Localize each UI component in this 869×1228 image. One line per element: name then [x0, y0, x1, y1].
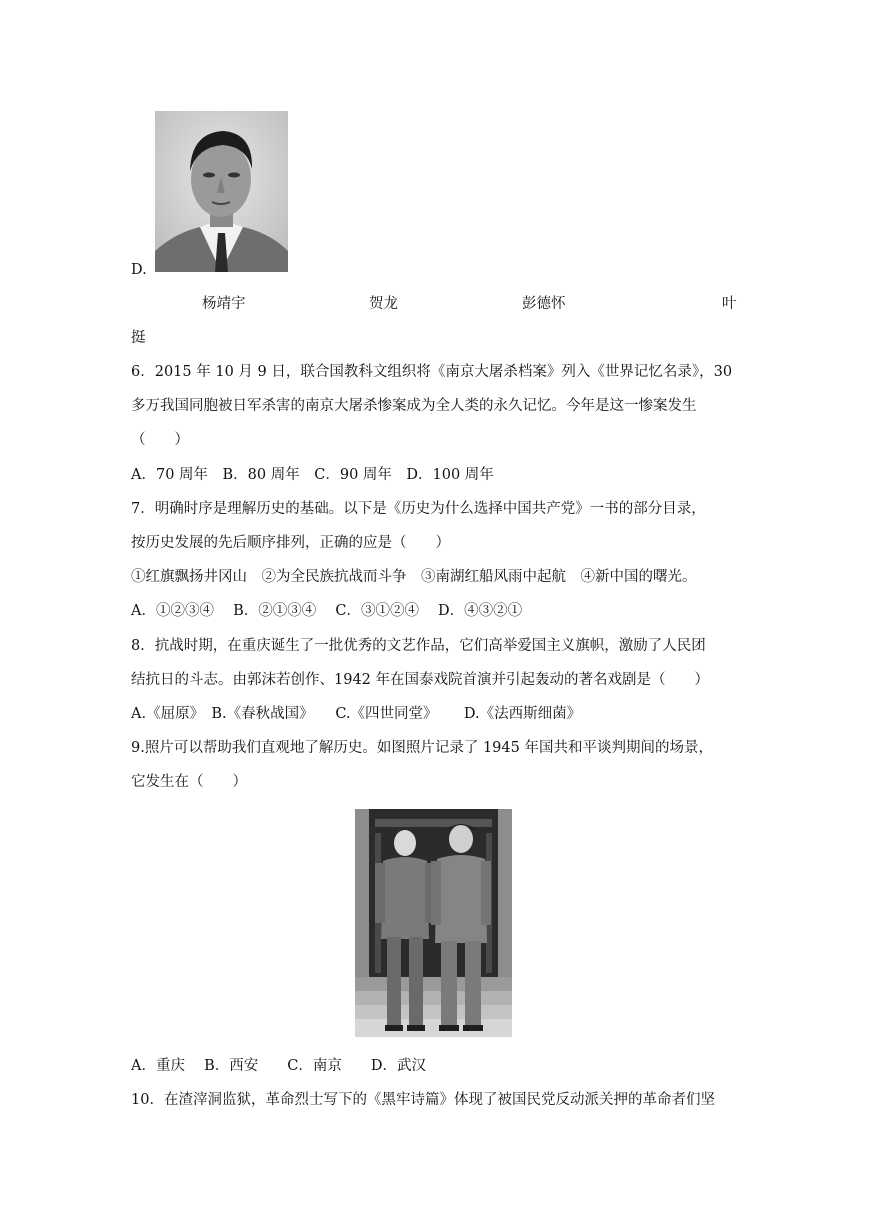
q6-options: A．70 周年 B．80 周年 C．90 周年 D．100 周年 — [131, 467, 494, 483]
name-yang-jingyu: 杨靖宇 — [202, 296, 246, 312]
option-d-label: D. — [131, 262, 147, 278]
name-he-long: 贺龙 — [369, 296, 398, 312]
q8-line2: 结抗日的斗志。由郭沫若创作、1942 年在国泰戏院首演并引起轰动的著名戏剧是（ ） — [131, 672, 710, 688]
two-men-photo-illustration — [355, 809, 512, 1037]
q10-line1: 10．在渣滓洞监狱，革命烈士写下的《黑牢诗篇》体现了被国民党反动派关押的革命者们坚 — [131, 1092, 715, 1108]
q6-line1: 6．2015 年 10 月 9 日，联合国教科文组织将《南京大屠杀档案》列入《世界记忆名录》，30 — [131, 364, 733, 380]
q9-line2: 它发生在（ ） — [131, 774, 247, 790]
portrait-photo — [155, 111, 288, 272]
name-ye-part1: 叶 — [722, 296, 737, 312]
q9-options: A．重庆 B．西安 C．南京 D．武汉 — [131, 1058, 426, 1074]
historical-photo — [355, 809, 512, 1037]
q9-line1: 9.照片可以帮助我们直观地了解历史。如图照片记录了 1945 年国共和平谈判期间的场景， — [131, 740, 713, 756]
name-peng-dehuai: 彭德怀 — [522, 296, 566, 312]
name-ye-part2: 挺 — [131, 330, 146, 346]
q7-options: A．①②③④ B．②①③④ C．③①②④ D．④③②① — [131, 603, 523, 619]
q8-line1: 8．抗战时期，在重庆诞生了一批优秀的文艺作品，它们高举爱国主义旗帜，激励了人民团 — [131, 638, 706, 654]
q7-line3: ①红旗飘扬井冈山 ②为全民族抗战而斗争 ③南湖红船风雨中起航 ④新中国的曙光。 — [131, 569, 697, 585]
q7-line2: 按历史发展的先后顺序排列，正确的应是（ ） — [131, 535, 450, 551]
q6-line3: （ ） — [131, 432, 189, 448]
q8-options: A.《屈原》 B.《春秋战国》 C.《四世同堂》 D.《法西斯细菌》 — [131, 706, 582, 722]
q6-line2: 多万我国同胞被日军杀害的南京大屠杀惨案成为全人类的永久记忆。今年是这一惨案发生 — [131, 398, 697, 414]
q7-line1: 7．明确时序是理解历史的基础。以下是《历史为什么选择中国共产党》一书的部分目录， — [131, 501, 706, 517]
portrait-illustration — [155, 111, 288, 272]
